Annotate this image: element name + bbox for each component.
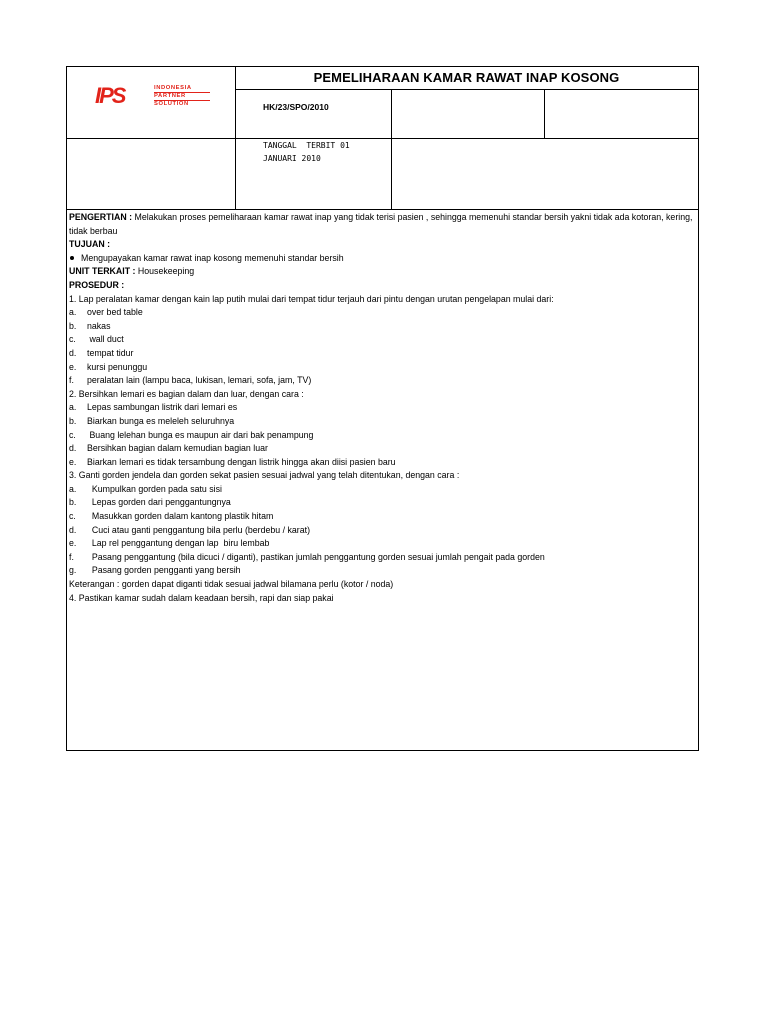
list-item: [69, 429, 697, 443]
procedure-steps: [69, 293, 697, 578]
logo-mark: IPS: [95, 83, 125, 108]
document-code: HK/23/SPO/2010: [263, 102, 329, 112]
list-item: [69, 510, 697, 524]
tujuan-label: TUJUAN :: [69, 239, 111, 250]
tujuan-item-text: Mengupayakan kamar rawat inap kosong memenuhi standar bersih: [81, 252, 344, 263]
list-marker: f.: [69, 551, 74, 562]
list-marker: e.: [69, 538, 77, 549]
list-marker: e.: [69, 361, 77, 372]
divider: [544, 89, 545, 138]
list-item-text: Lap rel penggantung dengan lap biru lembab: [87, 538, 270, 549]
list-item: [69, 524, 697, 538]
list-marker: d.: [69, 524, 77, 535]
divider: [235, 89, 698, 90]
procedure-step: 1. Lap peralatan kamar dengan kain lap putih mulai dari tempat tidur terjauh dari pintu dengan urutan pengelapan mulai dari:: [69, 293, 554, 304]
list-item: [69, 496, 697, 510]
procedure-step: 3. Ganti gorden jendela dan gorden sekat pasien sesuai jadwal yang telah ditentukan, dengan cara :: [69, 470, 460, 481]
list-item-text: nakas: [87, 320, 111, 331]
list-item: [69, 333, 697, 347]
logo-line: INDONESIA: [154, 85, 210, 93]
list-item: [69, 483, 697, 497]
pengertian-paragraph: [69, 211, 697, 238]
prosedur-label: PROSEDUR :: [69, 279, 125, 290]
list-item-text: Biarkan lemari es tidak tersambung dengan listrik hingga akan diisi pasien baru: [87, 456, 396, 467]
list-item: [69, 551, 697, 565]
list-marker: f.: [69, 375, 74, 386]
list-marker: b.: [69, 320, 77, 331]
unit-terkait: [69, 265, 697, 279]
logo-line: SOLUTION: [154, 101, 189, 107]
list-item: [69, 401, 697, 415]
list-item: [69, 320, 697, 334]
document-sheet: [66, 66, 699, 751]
divider: [67, 138, 698, 139]
list-item-text: peralatan lain (lampu baca, lukisan, lemari, sofa, jam, TV): [87, 375, 312, 386]
list-item: [69, 347, 697, 361]
list-item-text: Cuci atau ganti penggantung bila perlu (berdebu / karat): [87, 524, 311, 535]
document-title: PEMELIHARAAN KAMAR RAWAT INAP KOSONG: [313, 70, 620, 85]
list-marker: c.: [69, 511, 76, 522]
list-item: [69, 374, 697, 388]
list-item-text: Lepas sambungan listrik dari lemari es: [87, 402, 238, 413]
list-item: [69, 361, 697, 375]
procedure-step: 4. Pastikan kamar sudah dalam keadaan bersih, rapi dan siap pakai: [69, 592, 334, 603]
list-marker: a.: [69, 307, 77, 318]
list-item-text: tempat tidur: [87, 347, 134, 358]
header-table: [67, 67, 698, 210]
list-marker: b.: [69, 497, 77, 508]
list-item-text: Pasang gorden pengganti yang bersih: [87, 565, 241, 576]
list-item: [69, 456, 697, 470]
document-body: [69, 211, 697, 605]
list-item-text: Buang lelehan bunga es maupun air dari bak penampung: [87, 429, 314, 440]
logo-line: PARTNER: [154, 93, 210, 101]
pengertian-text: Melakukan proses pemeliharaan kamar rawat inap yang tidak terisi pasien , sehingga memenuhi standar bersih yakni tidak ada kotoran, kering, tidak berbau: [69, 212, 693, 236]
list-item-text: wall duct: [87, 334, 124, 345]
list-marker: g.: [69, 565, 77, 576]
list-item-text: Biarkan bunga es meleleh seluruhnya: [87, 415, 235, 426]
list-item-text: Kumpulkan gorden pada satu sisi: [87, 483, 222, 494]
list-marker: a.: [69, 483, 77, 494]
procedure-step: 2. Bersihkan lemari es bagian dalam dan luar, dengan cara :: [69, 388, 304, 399]
list-item: [69, 306, 697, 320]
unit-text: Housekeeping: [135, 266, 195, 277]
tujuan-item: [69, 252, 697, 266]
pengertian-label: PENGERTIAN :: [69, 212, 133, 222]
list-marker: e.: [69, 456, 77, 467]
list-marker: c.: [69, 334, 76, 345]
list-item-text: Pasang penggantung (bila dicuci / diganti), pastikan jumlah penggantung gorden sesuai jumlah pengait pada gorden: [87, 551, 545, 562]
list-item: [69, 564, 697, 578]
list-item: [69, 442, 697, 456]
unit-label: UNIT TERKAIT :: [69, 266, 136, 277]
list-item-text: over bed table: [87, 307, 143, 318]
list-item-text: Lepas gorden dari penggantungnya: [87, 497, 231, 508]
company-logo: [95, 84, 210, 108]
list-marker: d.: [69, 443, 77, 454]
list-item: [69, 415, 697, 429]
keterangan-note: Keterangan : gorden dapat diganti tidak sesuai jadwal bilamana perlu (kotor / noda): [69, 579, 394, 590]
list-item-text: kursi penunggu: [87, 361, 148, 372]
list-marker: b.: [69, 415, 77, 426]
list-marker: a.: [69, 402, 77, 413]
list-item-text: Bersihkan bagian dalam kemudian bagian luar: [87, 443, 268, 454]
issue-date: TANGGAL TERBIT 01 JANUARI 2010: [263, 141, 355, 163]
logo-text: [154, 85, 210, 108]
list-item-text: Masukkan gorden dalam kantong plastik hitam: [87, 511, 274, 522]
list-marker: c.: [69, 429, 76, 440]
divider: [391, 89, 392, 209]
bullet-icon: [70, 256, 74, 260]
list-marker: d.: [69, 347, 77, 358]
list-item: [69, 537, 697, 551]
